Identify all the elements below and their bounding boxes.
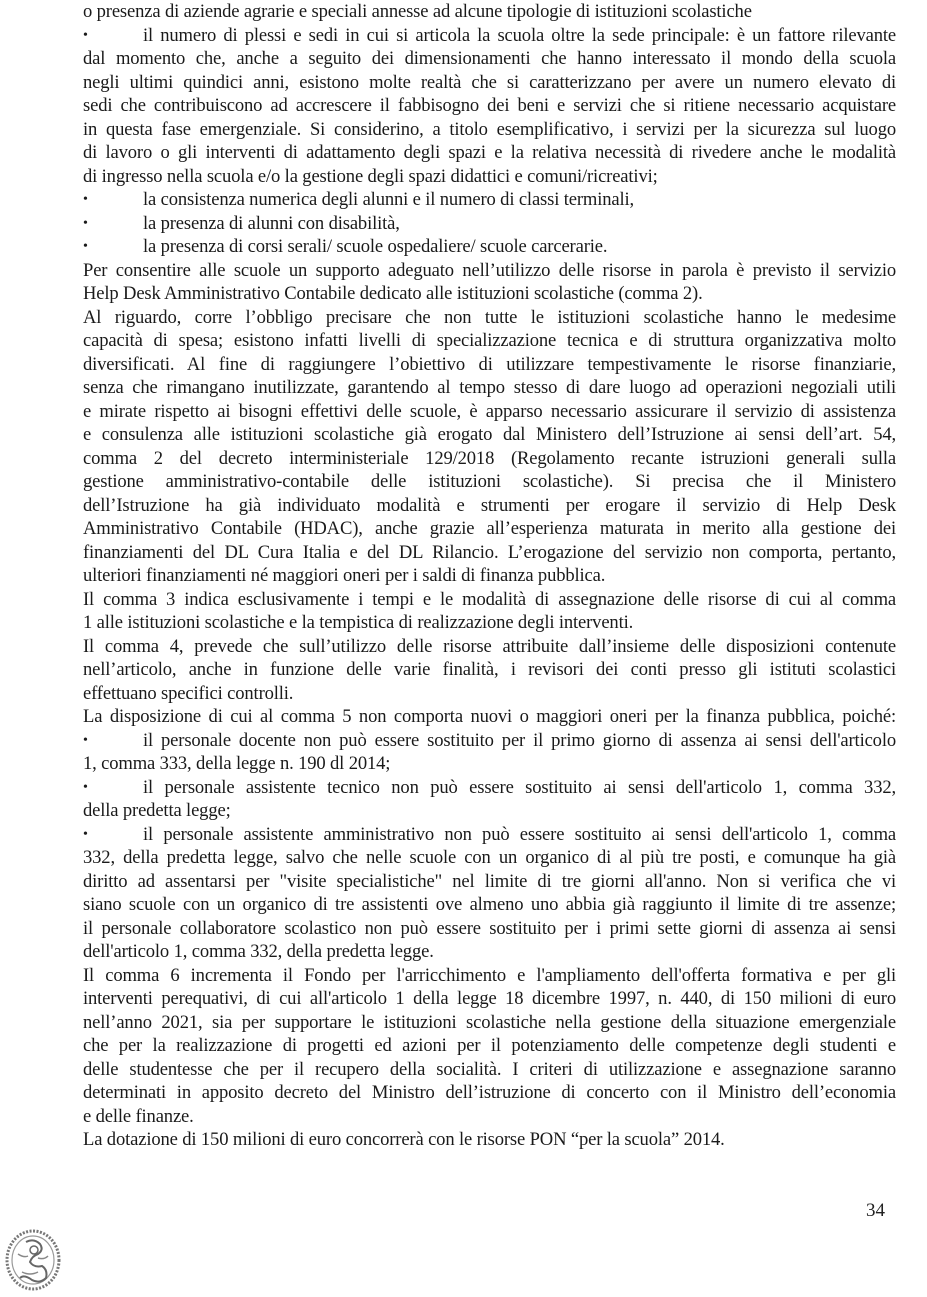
text-line: interventi perequativi, di cui all'articolo 1 della legge 18 dicembre 1997, n. 440, di 150 milioni di euro bbox=[83, 988, 896, 1009]
text-line: Il comma 3 indica esclusivamente i tempi e le modalità di assegnazione delle risorse di cui al comma bbox=[83, 588, 896, 610]
text-line: e delle finanze. bbox=[83, 1105, 194, 1127]
bullet-list-item bbox=[83, 235, 896, 259]
text-line: dell’Istruzione ha già individuato modalità e strumenti per erogare il servizio di Help Desk bbox=[83, 494, 896, 516]
text-line: dal momento che, anche a seguito dei dimensionamenti che hanno interessato il mondo della scuola bbox=[83, 48, 896, 69]
text-line: La disposizione di cui al comma 5 non comporta nuovi o maggiori oneri per la finanza pubblica, poiché: bbox=[83, 706, 896, 727]
page-number: 34 bbox=[866, 1200, 885, 1221]
text-line: gestione amministrativo-contabile delle istituzioni scolastiche). Si precisa che il Ministero bbox=[83, 471, 896, 492]
text-line: diversificati. Al fine di raggiungere l’obiettivo di utilizzare tempestivamente le risorse finanziarie, bbox=[83, 353, 896, 375]
text-line: capacità di spesa; esistono infatti livelli di specializzazione tecnica e di struttura organizzativa molto bbox=[83, 330, 896, 351]
bullet-list-item bbox=[83, 823, 896, 847]
text-line: Help Desk Amministrativo Contabile dedicato alle istituzioni scolastiche (comma 2). bbox=[83, 283, 703, 304]
bullet-text: il personale assistente amministrativo non può essere sostituito ai sensi dell'articolo 1, comma bbox=[143, 823, 896, 845]
text-line: effettuano specifici controlli. bbox=[83, 682, 294, 704]
official-seal-icon bbox=[4, 1228, 62, 1292]
text-line: Il comma 6 incrementa il Fondo per l'arricchimento e l'ampliamento dell'offerta formativa e per gli bbox=[83, 964, 896, 986]
text-line: in questa fase emergenziale. Si considerino, a titolo esemplificativo, i servizi per la sicurezza sul luogo bbox=[83, 118, 896, 140]
text-line: che per la realizzazione di progetti ed azioni per il potenziamento delle competenze degli studenti e bbox=[83, 1035, 896, 1056]
bullet-text: il personale assistente tecnico non può essere sostituito ai sensi dell'articolo 1, comma 332, bbox=[143, 776, 896, 798]
text-line: Per consentire alle scuole un supporto adeguato nell’utilizzo delle risorse in parola è previsto il servizio bbox=[83, 259, 896, 281]
text-line: negli ultimi quindici anni, esistono molte realtà che si caratterizzano per avere un numero elevato di bbox=[83, 71, 896, 93]
bullet-text: la presenza di alunni con disabilità, bbox=[143, 212, 400, 234]
bullet-list-item bbox=[83, 188, 896, 212]
bullet-list-item bbox=[83, 212, 896, 236]
text-line: siano scuole con un organico di tre assistenti ove almeno uno abbia già raggiunto il limite di tre assenze; bbox=[83, 894, 896, 915]
bullet-list-item bbox=[83, 729, 896, 753]
bullet-text: la consistenza numerica degli alunni e il numero di classi terminali, bbox=[143, 189, 635, 210]
text-line: Il comma 4, prevede che sull’utilizzo delle risorse attribuite dall’insieme delle disposizioni contenute bbox=[83, 635, 896, 657]
text-line: determinati in apposito decreto del Ministro dell’istruzione di concerto con il Ministro dell’economia bbox=[83, 1082, 896, 1103]
bullet-icon: • bbox=[83, 732, 88, 748]
bullet-text: la presenza di corsi serali/ scuole ospedaliere/ scuole carcerarie. bbox=[143, 236, 608, 257]
text-line: La dotazione di 150 milioni di euro concorrerà con le risorse PON “per la scuola” 2014. bbox=[83, 1129, 725, 1150]
document-body bbox=[83, 0, 896, 1152]
bullet-list-item bbox=[83, 776, 896, 800]
text-line: Amministrativo Contabile (HDAC), anche grazie all’esperienza maturata in merito alla gestione dei bbox=[83, 518, 896, 539]
text-line: ulteriori finanziamenti né maggiori oneri per i saldi di finanza pubblica. bbox=[83, 565, 606, 586]
text-line: 1 alle istituzioni scolastiche e la tempistica di realizzazione degli interventi. bbox=[83, 612, 634, 633]
text-line: e consulenza alle istituzioni scolastiche già erogato dal Ministero dell’Istruzione ai sensi dell’art. 54, bbox=[83, 424, 896, 445]
text-line: 1, comma 333, della legge n. 190 dl 2014; bbox=[83, 753, 391, 774]
text-line: dell'articolo 1, comma 332, della predetta legge. bbox=[83, 941, 434, 962]
text-line: 332, della predetta legge, salvo che nelle scuole con un organico di al più tre posti, e comunque ha già bbox=[83, 847, 896, 868]
bullet-icon: • bbox=[83, 779, 88, 795]
text-line: nell’anno 2021, sia per supportare le istituzioni scolastiche nella gestione della situazione emergenziale bbox=[83, 1011, 896, 1033]
bullet-text: il numero di plessi e sedi in cui si articola la scuola oltre la sede principale: è un fattore rilevante bbox=[143, 24, 896, 46]
bullet-icon: • bbox=[83, 239, 88, 254]
text-line: diritto ad assentarsi per "visite specialistiche" nel limite di tre giorni all'anno. Non si verifica che vi bbox=[83, 870, 896, 892]
bullet-list-item bbox=[83, 24, 896, 48]
bullet-icon: • bbox=[83, 826, 88, 842]
text-line: sedi che contribuiscono ad accrescere il fabbisogno dei beni e servizi che si ritiene necessario acquistare bbox=[83, 95, 896, 116]
text-line: senza che rimangano inutilizzate, garantendo al tempo stesso di dare luogo ad operazioni negoziali utili bbox=[83, 377, 896, 398]
bullet-icon: • bbox=[83, 192, 88, 207]
text-line: delle studentesse che per il recupero della socialità. I criteri di utilizzazione e assegnazione saranno bbox=[83, 1058, 896, 1080]
text-line: il personale collaboratore scolastico non può essere sostituito per i primi sette giorni di assenza ai sensi bbox=[83, 917, 896, 939]
bullet-text: il personale docente non può essere sostituito per il primo giorno di assenza ai sensi dell'articolo bbox=[143, 729, 896, 751]
text-line: della predetta legge; bbox=[83, 800, 231, 821]
text-line: comma 2 del decreto interministeriale 129/2018 (Regolamento recante istruzioni generali sulla bbox=[83, 447, 896, 469]
text-line: finanziamenti del DL Cura Italia e del DL Rilancio. L’erogazione del servizio non comporta, pertanto, bbox=[83, 541, 896, 563]
text-line: Al riguardo, corre l’obbligo precisare che non tutte le istituzioni scolastiche hanno le medesime bbox=[83, 306, 896, 328]
text-line: nell’articolo, anche in funzione delle varie finalità, i revisori dei conti presso gli istituti scolastici bbox=[83, 659, 896, 680]
text-line: e mirate rispetto ai bisogni effettivi delle scuole, è apparso necessario assicurare il servizio di assistenza bbox=[83, 400, 896, 422]
bullet-icon: • bbox=[83, 27, 88, 43]
text-line: di lavoro o gli interventi di adattamento degli spazi e la relativa necessità di rivedere anche le modalità bbox=[83, 142, 896, 163]
text-line: di ingresso nella scuola e/o la gestione degli spazi didattici e comuni/ricreativi; bbox=[83, 165, 658, 187]
text-line: o presenza di aziende agrarie e speciali annesse ad alcune tipologie di istituzioni scolastiche bbox=[83, 1, 752, 22]
bullet-icon: • bbox=[83, 215, 88, 231]
